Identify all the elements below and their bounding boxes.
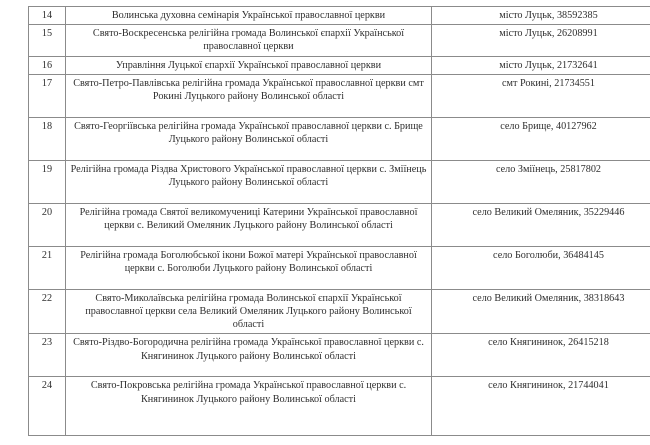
- table-row: [29, 289, 650, 334]
- location-code-cell: село Великий Омеляник, 38318643: [432, 289, 650, 334]
- organization-name-cell: Свято-Георгіївська релігійна громада Української православної церкви с. Брище Луцького району Волинської області: [66, 117, 432, 160]
- location-code-cell: село Княгининок, 21744041: [432, 377, 650, 436]
- organization-name-cell: Свято-Різдво-Богородична релігійна громада Української православної церкви с. Княгининок Луцького району Волинської області: [66, 334, 432, 377]
- row-number-cell: 16: [29, 56, 66, 74]
- location-code-cell: смт Рокині, 21734551: [432, 74, 650, 117]
- table-row: [29, 246, 650, 289]
- table-body: [29, 7, 650, 436]
- row-number-cell: 18: [29, 117, 66, 160]
- row-number-cell: 15: [29, 25, 66, 56]
- table-row: [29, 377, 650, 436]
- row-number-cell: 20: [29, 203, 66, 246]
- row-number-cell: 14: [29, 7, 66, 25]
- location-code-cell: місто Луцьк, 26208991: [432, 25, 650, 56]
- religious-organizations-table: [28, 6, 650, 436]
- table-row: [29, 74, 650, 117]
- organization-name-cell: Релігійна громада Боголюбської ікони Божої матері Української православної церкви с. Боголюби Луцького району Волинської області: [66, 246, 432, 289]
- location-code-cell: село Зміїнець, 25817802: [432, 160, 650, 203]
- row-number-cell: 19: [29, 160, 66, 203]
- location-code-cell: місто Луцьк, 38592385: [432, 7, 650, 25]
- row-number-cell: 21: [29, 246, 66, 289]
- row-number-cell: 23: [29, 334, 66, 377]
- table-row: [29, 334, 650, 377]
- row-number-cell: 24: [29, 377, 66, 436]
- location-code-cell: місто Луцьк, 21732641: [432, 56, 650, 74]
- row-number-cell: 17: [29, 74, 66, 117]
- organization-name-cell: Релігійна громада Святої великомучениці Катерини Української православної церкви с. Великий Омеляник Луцького району Волинської області: [66, 203, 432, 246]
- location-code-cell: село Великий Омеляник, 35229446: [432, 203, 650, 246]
- row-number-cell: 22: [29, 289, 66, 334]
- table-row: [29, 7, 650, 25]
- organization-name-cell: Свято-Покровська релігійна громада Української православної церкви с. Княгининок Луцького району Волинської області: [66, 377, 432, 436]
- table-row: [29, 160, 650, 203]
- table-row: [29, 117, 650, 160]
- organization-name-cell: Управління Луцької єпархії Української православної церкви: [66, 56, 432, 74]
- organization-name-cell: Волинська духовна семінарія Української православної церкви: [66, 7, 432, 25]
- table-row: [29, 56, 650, 74]
- table-row: [29, 25, 650, 56]
- organization-name-cell: Релігійна громада Різдва Христового Української православної церкви с. Зміїнець Луцького району Волинської області: [66, 160, 432, 203]
- location-code-cell: село Княгининок, 26415218: [432, 334, 650, 377]
- location-code-cell: село Брище, 40127962: [432, 117, 650, 160]
- organization-name-cell: Свято-Воскресенська релігійна громада Волинської єпархії Української православної церкви: [66, 25, 432, 56]
- table-row: [29, 203, 650, 246]
- location-code-cell: село Боголюби, 36484145: [432, 246, 650, 289]
- organization-name-cell: Свято-Петро-Павлівська релігійна громада Української православної церкви смт Рокині Луцького району Волинської області: [66, 74, 432, 117]
- organization-name-cell: Свято-Миколаївська релігійна громада Волинської єпархії Української православної церкви села Великий Омеляник Луцького району Волинської області: [66, 289, 432, 334]
